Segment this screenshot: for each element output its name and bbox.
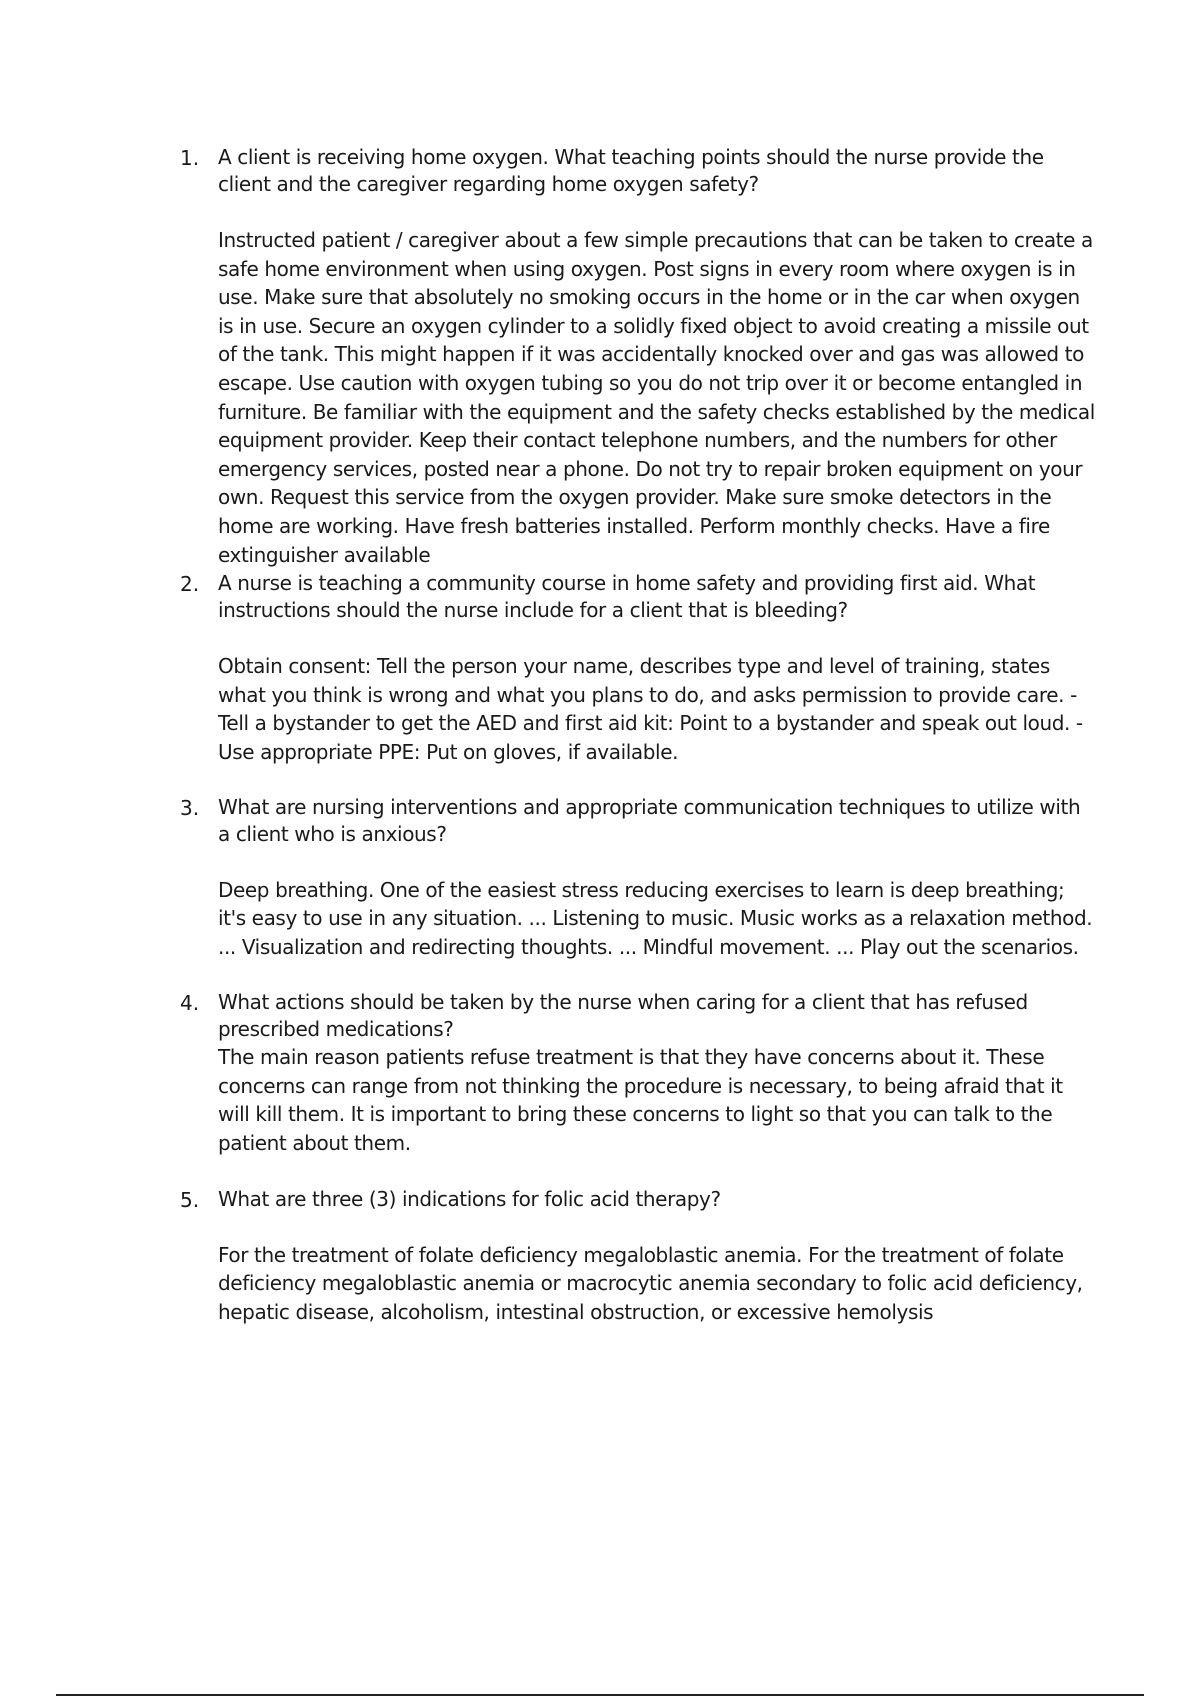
question-number: 5. bbox=[180, 1187, 200, 1212]
question-item-3 bbox=[180, 794, 1095, 962]
question-text: A client is receiving home oxygen. What teaching points should the nurse provide the client and the caregiver regarding home oxygen safety? bbox=[218, 145, 1044, 196]
question-item-2 bbox=[180, 570, 1095, 766]
answer-text: The main reason patients refuse treatment is that they have concerns about it. These concerns can range from not thinking the procedure is necessary, to being afraid that it will kill them. It is important to bring these concerns to light so that you can talk to the patient about them. bbox=[218, 1045, 1063, 1156]
question-text: What are nursing interventions and appropriate communication techniques to utilize with a client who is anxious? bbox=[218, 794, 1081, 846]
answer-text: Obtain consent: Tell the person your name, describes type and level of training, states what you think is wrong and what you plans to do, and asks permission to provide care. - Tell a bystander to get the AED and first aid kit: Point to a bystander and speak out loud. - Use appropriate PPE: Put on gloves, if available. bbox=[218, 654, 1083, 764]
question-text: What are three (3) indications for folic acid therapy? bbox=[218, 1186, 721, 1211]
question-list bbox=[180, 144, 1095, 1326]
question-item-1 bbox=[180, 144, 1095, 569]
question-number: 1. bbox=[180, 146, 200, 170]
question-text: What actions should be taken by the nurse when caring for a client that has refused prescribed medications? bbox=[218, 990, 1028, 1042]
question-number: 4. bbox=[180, 991, 200, 1016]
question-item-4 bbox=[180, 989, 1095, 1157]
question-text: A nurse is teaching a community course in home safety and providing first aid. What instructions should the nurse include for a client that is bleeding? bbox=[218, 571, 1036, 623]
question-number: 2. bbox=[180, 572, 200, 597]
answer-text: Instructed patient / caregiver about a few simple precautions that can be taken to create a safe home environment when using oxygen. Post signs in every room where oxygen is in use. Make sure that absolutely no smoking occurs in the home or in the car when oxygen is in use. Secure an oxygen cylinder to a solidly fixed object to avoid creating a missile out of the tank. This might happen if it was accidentally knocked over and gas was allowed to escape. Use caution with oxygen tubing so you do not trip over it or become entangled in furniture. Be familiar with the equipment and the safety checks established by the medical equipment provider. Keep their contact telephone numbers, and the numbers for other emergency services, posted near a phone. Do not try to repair broken equipment on your own. Request this service from the oxygen provider. Make sure smoke detectors in the home are working. Have fresh batteries installed. Perform monthly checks. Have a fire extinguisher available bbox=[218, 228, 1095, 567]
bottom-divider bbox=[56, 1694, 1144, 1696]
question-number: 3. bbox=[180, 795, 200, 820]
question-item-5 bbox=[180, 1186, 1095, 1327]
answer-text: For the treatment of folate deficiency megaloblastic anemia. For the treatment of folate deficiency megaloblastic anemia or macrocytic anemia secondary to folic acid deficiency, hepatic disease, alcoholism, intestinal obstruction, or excessive hemolysis bbox=[218, 1242, 1083, 1324]
answer-text: Deep breathing. One of the easiest stress reducing exercises to learn is deep breathing; it's easy to use in any situation. ... Listening to music. Music works as a relaxation method. ... Visualization and redirecting thoughts. ... Mindful movement. ... Play out the scenarios. bbox=[218, 877, 1093, 959]
